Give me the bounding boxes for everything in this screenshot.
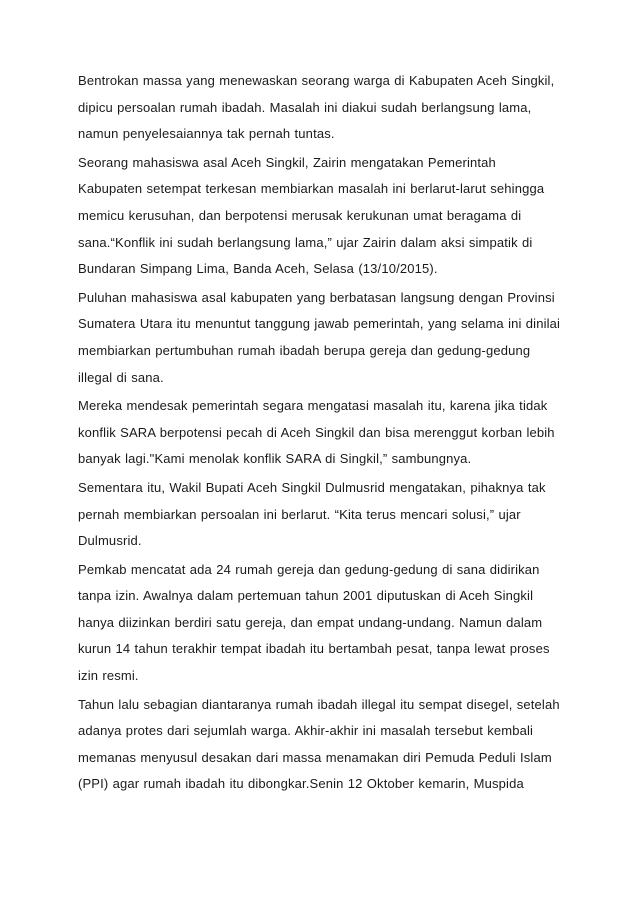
text-line: konflik SARA berpotensi pecah di Aceh Singkil dan bisa merenggut korban lebih — [78, 424, 555, 440]
text-line: Mereka mendesak pemerintah segara mengatasi masalah itu, karena jika tidak — [78, 398, 548, 414]
article-body — [78, 68, 568, 800]
paragraph — [78, 285, 568, 391]
text-line: Tahun lalu sebagian diantaranya rumah ibadah illegal itu sempat disegel, setelah — [78, 696, 560, 712]
text-line: (PPI) agar rumah ibadah itu dibongkar.Senin 12 Oktober kemarin, Muspida — [78, 776, 524, 792]
text-line: Pemkab mencatat ada 24 rumah gereja dan gedung-gedung di sana didirikan — [78, 561, 540, 577]
text-line: Kabupaten setempat terkesan membiarkan masalah ini berlarut-larut sehingga — [78, 181, 545, 197]
text-line: Puluhan mahasiswa asal kabupaten yang berbatasan langsung dengan Provinsi — [78, 289, 555, 305]
paragraph — [78, 475, 568, 555]
paragraph — [78, 150, 568, 283]
paragraph — [78, 393, 568, 473]
text-line: kurun 14 tahun terakhir tempat ibadah itu bertambah pesat, tanpa lewat proses — [78, 641, 550, 657]
text-line: banyak lagi."Kami menolak konflik SARA di Singkil,” sambungnya. — [78, 451, 472, 467]
text-line: membiarkan pertumbuhan rumah ibadah berupa gereja dan gedung-gedung — [78, 342, 531, 358]
paragraph — [78, 68, 568, 148]
text-line: Sumatera Utara itu menuntut tanggung jawab pemerintah, yang selama ini dinilai — [78, 316, 561, 332]
text-line: illegal di sana. — [78, 369, 164, 385]
text-line: Seorang mahasiswa asal Aceh Singkil, Zairin mengatakan Pemerintah — [78, 154, 496, 170]
paragraph — [78, 692, 568, 798]
text-line: Bentrokan massa yang menewaskan seorang warga di Kabupaten Aceh Singkil, — [78, 73, 555, 88]
text-line: tanpa izin. Awalnya dalam pertemuan tahun 2001 diputuskan di Aceh Singkil — [78, 588, 534, 604]
text-line: sana.“Konflik ini sudah berlangsung lama,” ujar Zairin dalam aksi simpatik di — [78, 234, 533, 250]
text-line: Bundaran Simpang Lima, Banda Aceh, Selasa (13/10/2015). — [78, 261, 438, 277]
text-line: memanas menyusul desakan dari massa menamakan diri Pemuda Peduli Islam — [78, 749, 552, 765]
text-line: memicu kerusuhan, dan berpotensi merusak kerukunan umat beragama di — [78, 207, 522, 223]
text-line: pernah membiarkan persoalan ini berlarut. “Kita terus mencari solusi,” ujar — [78, 506, 521, 522]
paragraph — [78, 557, 568, 690]
text-line: izin resmi. — [78, 668, 139, 684]
text-line: Sementara itu, Wakil Bupati Aceh Singkil Dulmusrid mengatakan, pihaknya tak — [78, 479, 546, 495]
text-line: hanya diizinkan berdiri satu gereja, dan empat undang-undang. Namun dalam — [78, 614, 543, 630]
text-line: namun penyelesaiannya tak pernah tuntas. — [78, 126, 335, 142]
text-line: adanya protes dari sejumlah warga. Akhir-akhir ini masalah tersebut kembali — [78, 723, 534, 739]
text-line: Dulmusrid. — [78, 533, 142, 549]
text-line: dipicu persoalan rumah ibadah. Masalah ini diakui sudah berlangsung lama, — [78, 99, 532, 115]
